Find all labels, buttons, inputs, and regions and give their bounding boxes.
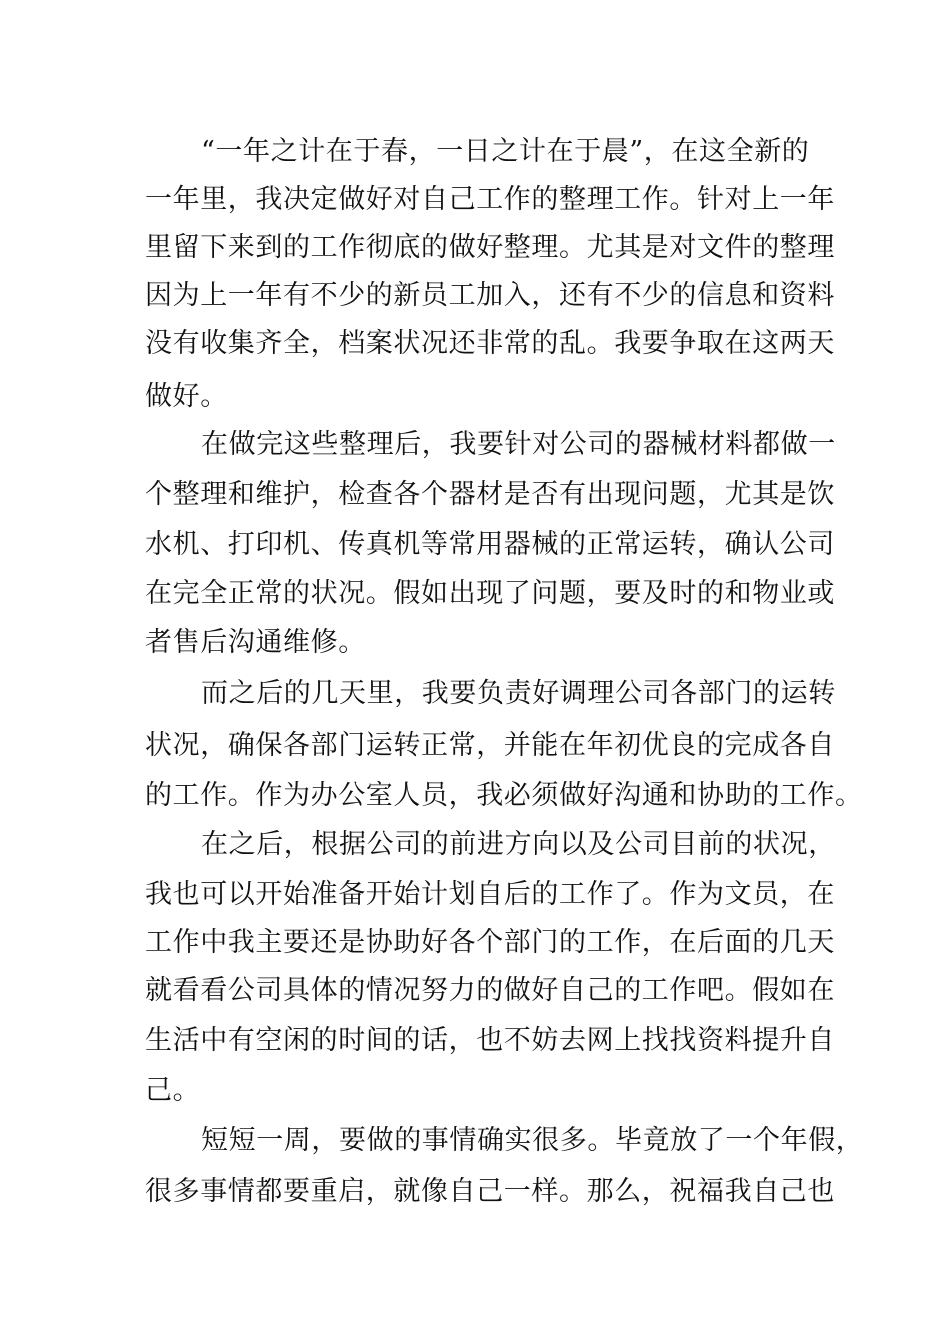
paragraph-2-line-4: 在完全正常的状况。假如出现了问题，要及时的和物业或: [145, 578, 835, 609]
paragraph-2-line-1: 在做完这些整理后，我要针对公司的器械材料都做一: [201, 429, 836, 460]
paragraph-5-line-2: 很多事情都要重启，就像自己一样。那么，祝福我自己也: [145, 1176, 835, 1207]
paragraph-2-line-2: 个整理和维护，检查各个器材是否有出现问题，尤其是饮: [145, 479, 835, 510]
paragraph-1-line-6: 做好。: [145, 381, 228, 412]
paragraph-4-line-2: 我也可以开始准备开始计划自后的工作了。作为文员，在: [145, 879, 835, 910]
paragraph-4-line-1: 在之后，根据公司的前进方向以及公司目前的状况，: [201, 829, 836, 860]
paragraph-1-line-3: 里留下来到的工作彻底的做好整理。尤其是对文件的整理: [145, 232, 835, 263]
paragraph-1-line-2: 一年里，我决定做好对自己工作的整理工作。针对上一年: [145, 184, 835, 215]
paragraph-4-line-3: 工作中我主要还是协助好各个部门的工作，在后面的几天: [145, 927, 835, 958]
paragraph-4-line-5: 生活中有空闲的时间的话，也不妨去网上找找资料提升自: [145, 1025, 835, 1056]
paragraph-5-line-1: 短短一周，要做的事情确实很多。毕竟放了一个年假，: [201, 1125, 864, 1156]
paragraph-1-line-5: 没有收集齐全，档案状况还非常的乱。我要争取在这两天: [145, 328, 835, 359]
paragraph-4-line-4: 就看看公司具体的情况努力的做好自己的工作吧。假如在: [145, 975, 835, 1006]
paragraph-1-line-4: 因为上一年有不少的新员工加入，还有不少的信息和资料: [145, 280, 835, 311]
paragraph-3-line-3: 的工作。作为办公室人员，我必须做好沟通和协助的工作。: [145, 780, 863, 811]
paragraph-4-line-6: 己。: [145, 1075, 201, 1106]
paragraph-2-line-3: 水机、打印机、传真机等常用器械的正常运转，确认公司: [145, 529, 835, 560]
paragraph-1-line-1: “一年之计在于春，一日之计在于晨”，在这全新的: [201, 136, 810, 167]
paragraph-3-line-1: 而之后的几天里，我要负责好调理公司各部门的运转: [201, 678, 836, 709]
paragraph-3-line-2: 状况，确保各部门运转正常，并能在年初优良的完成各自: [145, 730, 835, 761]
paragraph-2-line-5: 者售后沟通维修。: [145, 627, 366, 658]
